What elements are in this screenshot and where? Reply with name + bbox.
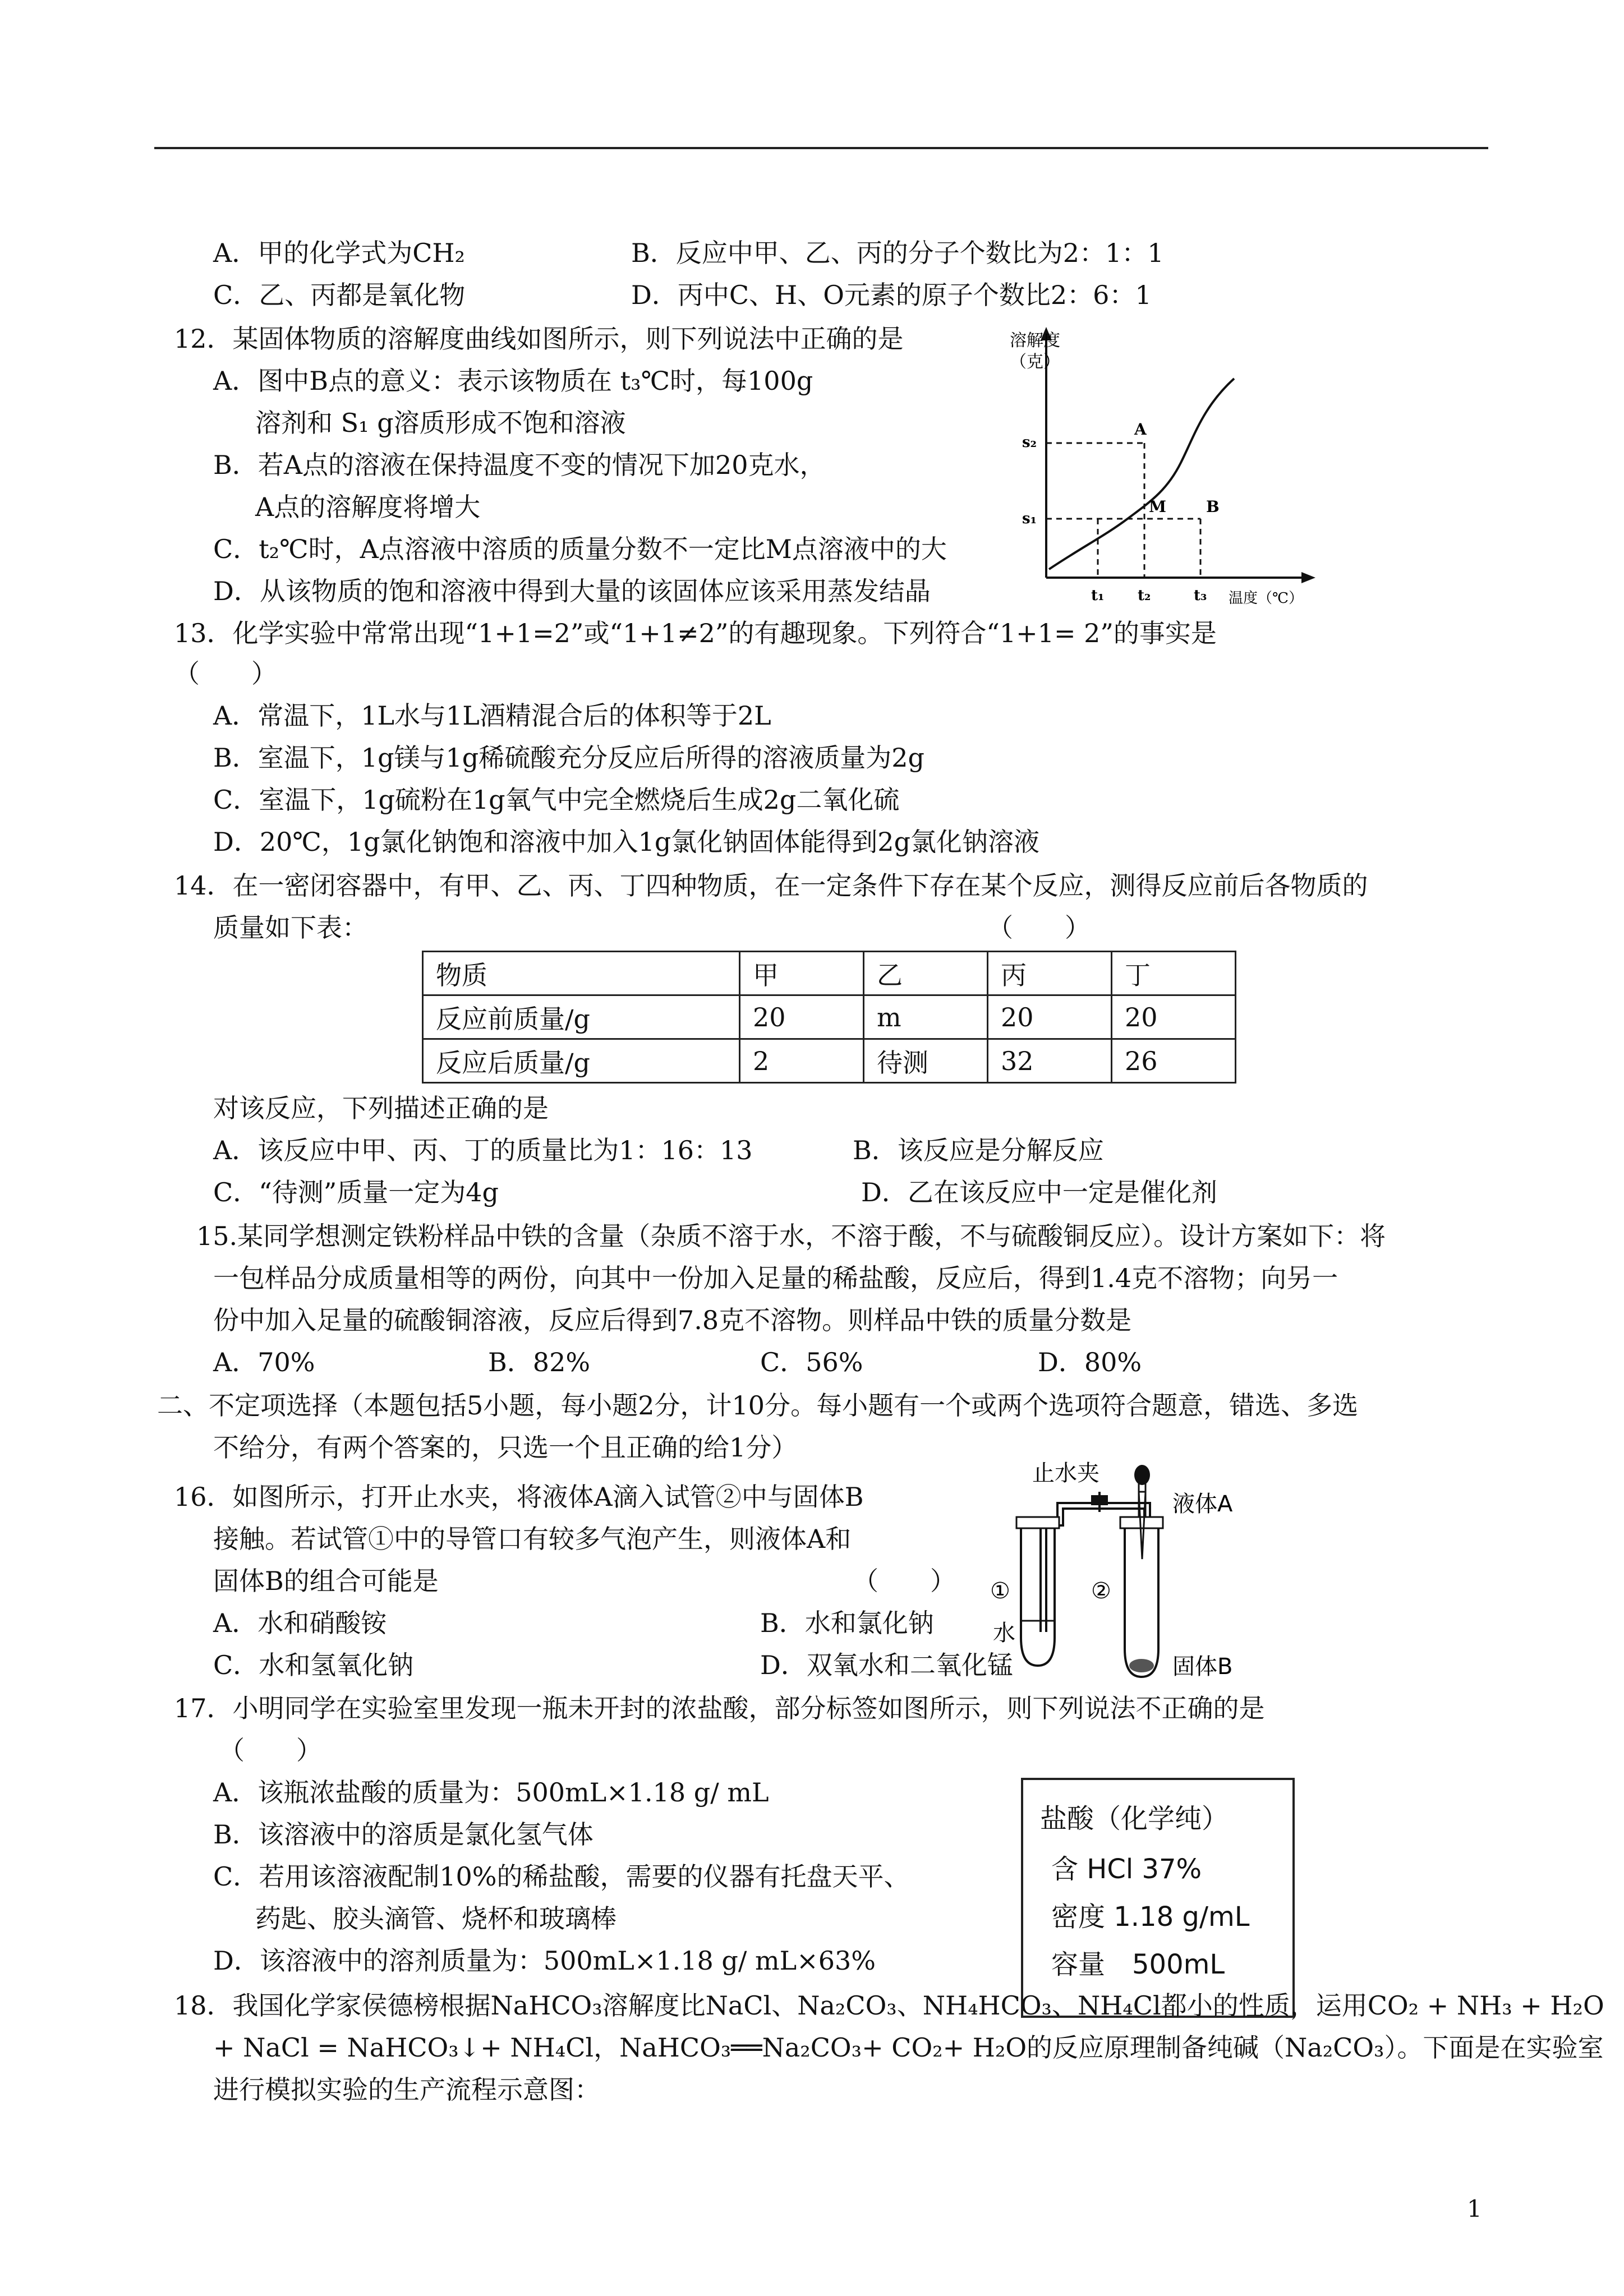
q16-line1: 16．如图所示，打开止水夹，将液体A滴入试管②中与固体B xyxy=(174,1482,864,1512)
q18-line1: 18．我国化学家侯德榜根据NaHCO₃溶解度比NaCl、Na₂CO₃、NH₄HCO₃、NH₄Cl都小的性质，运用CO₂ + NH₃ + H₂O xyxy=(174,1990,1604,2021)
table-row xyxy=(423,952,1236,995)
q12-option-a-line2: 溶剂和 S₁ g溶质形成不饱和溶液 xyxy=(255,408,626,438)
point-a-label: A xyxy=(1134,420,1147,439)
q14-option-c: C．“待测”质量一定为4g xyxy=(213,1177,499,1207)
q16-line3: 固体B的组合可能是 xyxy=(213,1566,439,1596)
q13-option-c: C．室温下，1g硫粉在1g氧气中完全燃烧后生成2g二氧化硫 xyxy=(213,785,900,815)
q18-line2: + NaCl = NaHCO₃↓+ NH₄Cl，NaHCO₃══Na₂CO₃+ CO₂+ H₂O的反应原理制备纯碱（Na₂CO₃）。下面是在实验室 xyxy=(213,2032,1604,2063)
table-cell: 反应前质量/g xyxy=(423,995,740,1039)
x-axis-label: 温度（℃） xyxy=(1229,590,1304,607)
q13-option-d: D．20℃，1g氯化钠饱和溶液中加入1g氯化钠固体能得到2g氯化钠溶液 xyxy=(213,827,1040,857)
test-tube-1 xyxy=(1021,1520,1055,1666)
q17-option-c-line2: 药匙、胶头滴管、烧杯和玻璃棒 xyxy=(255,1903,617,1934)
y-axis-label: 溶解度 xyxy=(1010,331,1060,351)
s2-tick-label: s₂ xyxy=(1022,434,1037,451)
q16-option-c: C．水和氢氧化钠 xyxy=(213,1650,414,1680)
q12-option-c: C．t₂℃时，A点溶液中溶质的质量分数不一定比M点溶液中的大 xyxy=(213,534,947,564)
q12-option-a-line1: A．图中B点的意义：表示该物质在 t₃℃时，每100g xyxy=(213,366,813,396)
label-density: 密度 1.18 g/mL xyxy=(1051,1901,1250,1933)
q14-after-table: 对该反应，下列描述正确的是 xyxy=(213,1093,549,1123)
q14-answer-paren: （ ） xyxy=(987,912,1091,943)
q11-option-d: D．丙中C、H、O元素的原子个数比2：6：1 xyxy=(631,280,1152,310)
table-row xyxy=(423,995,1236,1039)
q12-option-b-line1: B．若A点的溶液在保持温度不变的情况下加20克水， xyxy=(213,450,826,480)
solubility-curve-figure xyxy=(1010,322,1324,614)
q13-answer-paren: （ ） xyxy=(174,658,277,689)
header-rule xyxy=(154,147,1488,149)
q17-option-c-line1: C．若用该溶液配制10%的稀盐酸，需要的仪器有托盘天平、 xyxy=(213,1861,910,1892)
t1-tick-label: t₁ xyxy=(1091,587,1105,604)
table-cell: 乙 xyxy=(864,952,988,995)
q17-stem: 17．小明同学在实验室里发现一瓶未开封的浓盐酸，部分标签如图所示，则下列说法不正确的是 xyxy=(174,1693,1265,1723)
q14-option-d: D．乙在该反应中一定是催化剂 xyxy=(861,1177,1217,1207)
q18-line3: 进行模拟实验的生产流程示意图： xyxy=(213,2074,600,2105)
solid-b-icon xyxy=(1129,1659,1154,1672)
mass-table xyxy=(422,951,1236,1084)
clamp-label: 止水夹 xyxy=(1032,1460,1099,1486)
label-title: 盐酸（化学纯） xyxy=(1040,1803,1229,1834)
q15-option-b: B．82% xyxy=(488,1347,591,1377)
table-cell: 20 xyxy=(1112,995,1236,1039)
t3-tick-label: t₃ xyxy=(1194,587,1207,604)
table-cell: 物质 xyxy=(423,952,740,995)
q15-line3: 份中加入足量的硫酸铜溶液，反应后得到7.8克不溶物。则样品中铁的质量分数是 xyxy=(213,1305,1132,1335)
q16-line2: 接触。若试管①中的导管口有较多气泡产生，则液体A和 xyxy=(213,1524,852,1554)
stopper-1 xyxy=(1016,1517,1059,1528)
q17-option-a: A．该瓶浓盐酸的质量为：500mL×1.18 g/ mL xyxy=(213,1777,769,1808)
y-axis-unit: （克） xyxy=(1010,352,1060,372)
q13-option-a: A．常温下，1L水与1L酒精混合后的体积等于2L xyxy=(213,700,771,731)
q17-option-b: B．该溶液中的溶质是氯化氢气体 xyxy=(213,1819,594,1850)
liquid-a-label: 液体A xyxy=(1172,1491,1233,1517)
section2-heading-line2: 不给分，有两个答案的，只选一个且正确的给1分） xyxy=(213,1432,798,1463)
dropper-bulb-icon xyxy=(1134,1465,1150,1485)
page-number: 1 xyxy=(1467,2195,1482,2223)
q15-line1: 15.某同学想测定铁粉样品中铁的含量（杂质不溶于水，不溶于酸，不与硫酸铜反应）。设计方案如下：将 xyxy=(196,1221,1386,1251)
q16-option-a: A．水和硝酸铵 xyxy=(213,1608,387,1638)
tube1-label: ① xyxy=(990,1578,1010,1604)
q13-stem: 13．化学实验中常常出现“1+1=2”或“1+1≠2”的有趣现象。下列符合“1+1= 2”的事实是 xyxy=(174,618,1217,648)
point-m-label: M xyxy=(1149,497,1166,516)
hcl-bottle-label xyxy=(1021,1778,1295,2018)
q15-line2: 一包样品分成质量相等的两份，向其中一份加入足量的稀盐酸，反应后，得到1.4克不溶物；向另一 xyxy=(213,1263,1338,1293)
q15-option-a: A．70% xyxy=(213,1347,315,1377)
q15-option-c: C．56% xyxy=(760,1347,863,1377)
table-cell: 20 xyxy=(740,995,864,1039)
label-concentration: 含 HCl 37% xyxy=(1051,1854,1202,1885)
t2-tick-label: t₂ xyxy=(1138,587,1151,604)
q17-option-d: D．该溶液中的溶剂质量为：500mL×1.18 g/ mL×63% xyxy=(213,1945,876,1976)
table-cell: 甲 xyxy=(740,952,864,995)
q11-option-b: B．反应中甲、乙、丙的分子个数比为2：1：1 xyxy=(631,238,1164,268)
table-cell: 20 xyxy=(988,995,1112,1039)
table-cell: m xyxy=(864,995,988,1039)
s1-tick-label: s₁ xyxy=(1022,510,1037,527)
table-cell: 反应后质量/g xyxy=(423,1039,740,1083)
point-b-label: B xyxy=(1206,497,1220,516)
q11-option-a: A．甲的化学式为CH₂ xyxy=(213,238,465,268)
table-cell: 丙 xyxy=(988,952,1112,995)
q15-option-d: D．80% xyxy=(1038,1347,1142,1377)
q14-stem-line2: 质量如下表： xyxy=(213,912,368,943)
table-cell: 丁 xyxy=(1112,952,1236,995)
table-cell: 32 xyxy=(988,1039,1112,1083)
solid-b-label: 固体B xyxy=(1172,1654,1233,1680)
apparatus-figure xyxy=(987,1458,1301,1694)
q16-option-d: D．双氧水和二氧化锰 xyxy=(760,1650,1013,1680)
water-label: 水 xyxy=(993,1620,1015,1646)
q16-option-b: B．水和氯化钠 xyxy=(760,1608,934,1638)
q11-option-c: C．乙、丙都是氧化物 xyxy=(213,280,466,310)
tube2-label: ② xyxy=(1091,1578,1111,1604)
q16-answer-paren: （ ） xyxy=(853,1566,956,1596)
table-cell: 待测 xyxy=(864,1039,988,1083)
q17-answer-paren: （ ） xyxy=(219,1735,322,1765)
section2-heading-line1: 二、不定项选择（本题包括5小题，每小题2分，计10分。每小题有一个或两个选项符合题意，错选、多选 xyxy=(157,1390,1359,1421)
q14-option-b: B．该反应是分解反应 xyxy=(853,1135,1104,1165)
table-row xyxy=(423,1039,1236,1083)
q14-option-a: A．该反应中甲、丙、丁的质量比为1：16：13 xyxy=(213,1135,753,1165)
q12-stem: 12．某固体物质的溶解度曲线如图所示，则下列说法中正确的是 xyxy=(174,324,904,354)
table-cell: 26 xyxy=(1112,1039,1236,1083)
q12-option-b-line2: A点的溶解度将增大 xyxy=(255,492,481,522)
q12-option-d: D．从该物质的饱和溶液中得到大量的该固体应该采用蒸发结晶 xyxy=(213,576,931,606)
q14-stem-line1: 14．在一密闭容器中，有甲、乙、丙、丁四种物质，在一定条件下存在某个反应，测得反应前后各物质的 xyxy=(174,870,1368,901)
stopper-2 xyxy=(1120,1517,1163,1528)
q13-option-b: B．室温下，1g镁与1g稀硫酸充分反应后所得的溶液质量为2g xyxy=(213,743,924,773)
label-volume: 容量 500mL xyxy=(1051,1949,1225,1980)
table-cell: 2 xyxy=(740,1039,864,1083)
